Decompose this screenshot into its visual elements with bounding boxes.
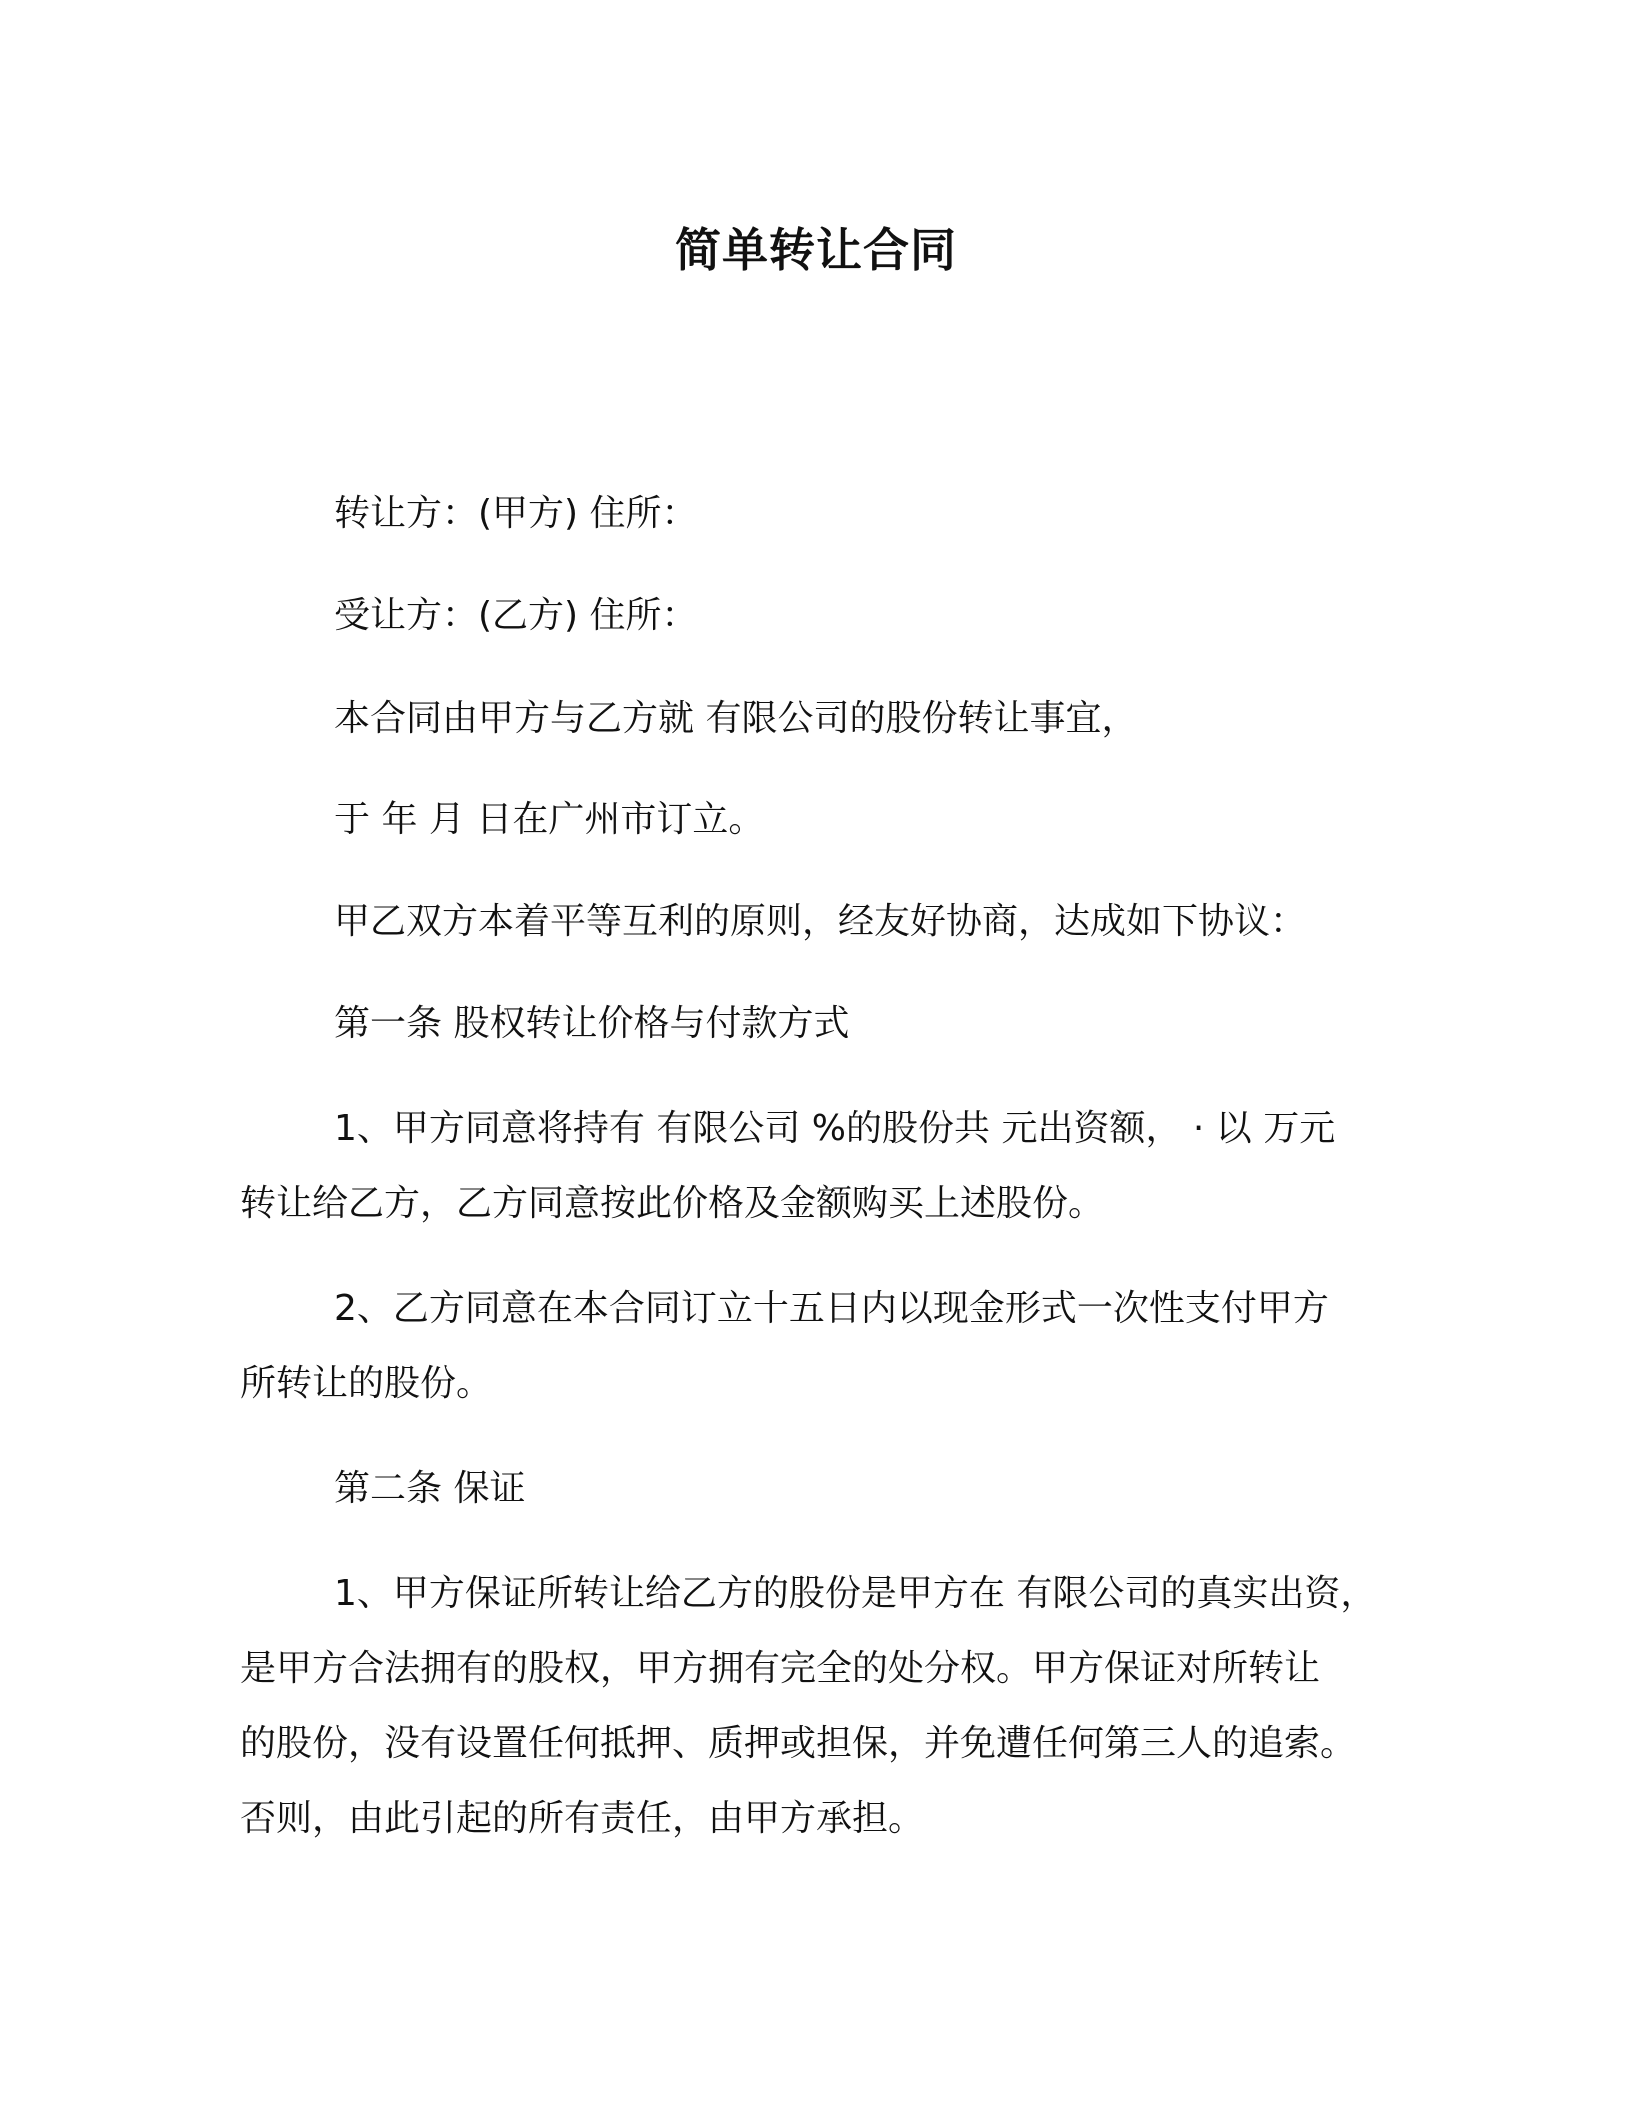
article-one-heading: 第一条 股权转让价格与付款方式 bbox=[334, 1003, 850, 1044]
article-one-clause-two-line-2: 所转让的股份。 bbox=[240, 1363, 493, 1404]
signing-date-line: 于 年 月 日在广州市订立。 bbox=[334, 799, 765, 840]
article-two-clause-one-line-4: 否则，由此引起的所有责任，由甲方承担。 bbox=[240, 1798, 925, 1839]
transferor-line: 转让方：(甲方) 住所： bbox=[334, 493, 698, 534]
article-two-heading: 第二条 保证 bbox=[334, 1468, 526, 1509]
transferee-line: 受让方：(乙方) 住所： bbox=[334, 595, 698, 636]
article-one-clause-two-line-1: 2、乙方同意在本合同订立十五日内以现金形式一次性支付甲方 bbox=[334, 1288, 1329, 1329]
article-one-clause-one-line-2: 转让给乙方，乙方同意按此价格及金额购买上述股份。 bbox=[240, 1183, 1105, 1224]
document-title: 简单转让合同 bbox=[675, 223, 957, 277]
article-two-clause-one-line-1: 1、甲方保证所转让给乙方的股份是甲方在 有限公司的真实出资， bbox=[334, 1573, 1377, 1614]
article-one-clause-one-line-1: 1、甲方同意将持有 有限公司 %的股份共 元出资额， · 以 万元 bbox=[334, 1108, 1336, 1149]
agreement-intro-line: 甲乙双方本着平等互利的原则，经友好协商，达成如下协议： bbox=[334, 901, 1307, 942]
article-two-clause-one-line-3: 的股份，没有设置任何抵押、质押或担保，并免遭任何第三人的追索。 bbox=[240, 1723, 1357, 1764]
contract-purpose-line: 本合同由甲方与乙方就 有限公司的股份转让事宜， bbox=[334, 698, 1138, 739]
article-two-clause-one-line-2: 是甲方合法拥有的股权，甲方拥有完全的处分权。甲方保证对所转让 bbox=[240, 1648, 1321, 1689]
